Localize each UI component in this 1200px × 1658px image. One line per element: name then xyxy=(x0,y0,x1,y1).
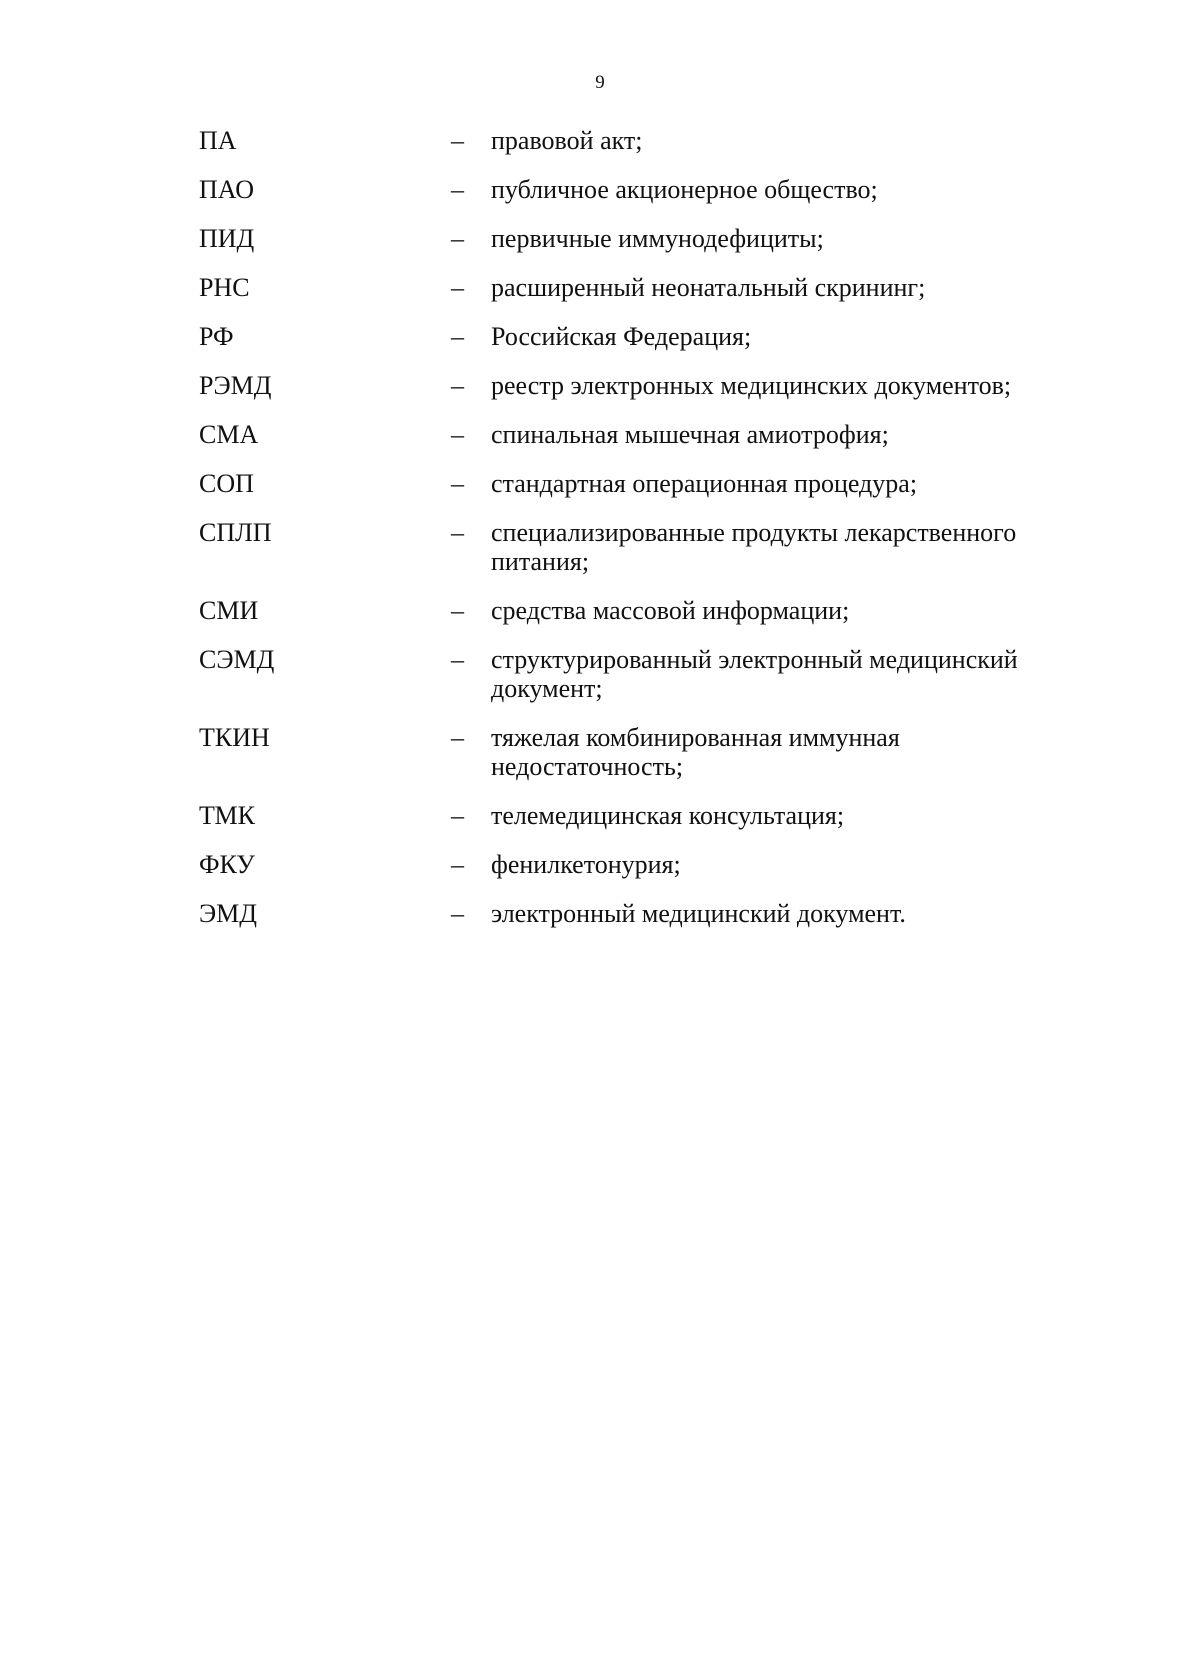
abbreviation-term: ПАО xyxy=(199,175,255,204)
abbreviation-dash: – xyxy=(451,596,464,625)
abbreviation-row xyxy=(0,518,1200,576)
abbreviation-term: СПЛП xyxy=(199,518,272,547)
abbreviation-definition: специализированные продукты лекарственного питания; xyxy=(491,518,1017,576)
abbreviation-term: РЭМД xyxy=(199,371,272,400)
abbreviation-term: СОП xyxy=(199,469,254,498)
abbreviation-row xyxy=(0,420,1200,449)
abbreviation-list xyxy=(0,126,1200,948)
abbreviation-row xyxy=(0,899,1200,928)
abbreviation-dash: – xyxy=(451,723,464,752)
abbreviation-row xyxy=(0,801,1200,830)
abbreviation-row xyxy=(0,322,1200,351)
abbreviation-term: РНС xyxy=(199,273,250,302)
abbreviation-definition: телемедицинская консультация; xyxy=(491,801,845,830)
abbreviation-row xyxy=(0,645,1200,703)
abbreviation-term: ПИД xyxy=(199,224,255,253)
abbreviation-dash: – xyxy=(451,322,464,351)
abbreviation-definition: Российская Федерация; xyxy=(491,322,752,351)
abbreviation-dash: – xyxy=(451,175,464,204)
abbreviation-row xyxy=(0,850,1200,879)
abbreviation-row xyxy=(0,469,1200,498)
abbreviation-definition: тяжелая комбинированная иммунная недостаточность; xyxy=(491,723,900,781)
abbreviation-row xyxy=(0,596,1200,625)
abbreviation-definition: электронный медицинский документ. xyxy=(491,899,906,928)
abbreviation-definition: фенилкетонурия; xyxy=(491,850,681,879)
abbreviation-dash: – xyxy=(451,126,464,155)
abbreviation-term: ТКИН xyxy=(199,723,270,752)
abbreviation-term: СМА xyxy=(199,420,259,449)
abbreviation-definition: реестр электронных медицинских документов; xyxy=(491,371,1012,400)
abbreviation-term: ФКУ xyxy=(199,850,255,879)
abbreviation-definition: средства массовой информации; xyxy=(491,596,850,625)
abbreviation-definition: первичные иммунодефициты; xyxy=(491,224,824,253)
abbreviation-row xyxy=(0,371,1200,400)
abbreviation-dash: – xyxy=(451,850,464,879)
abbreviation-dash: – xyxy=(451,801,464,830)
abbreviation-dash: – xyxy=(451,518,464,547)
abbreviation-row xyxy=(0,126,1200,155)
abbreviation-term: РФ xyxy=(199,322,234,351)
abbreviation-row xyxy=(0,175,1200,204)
abbreviation-dash: – xyxy=(451,645,464,674)
abbreviation-term: ТМК xyxy=(199,801,255,830)
abbreviation-dash: – xyxy=(451,371,464,400)
abbreviation-dash: – xyxy=(451,420,464,449)
abbreviation-row xyxy=(0,224,1200,253)
abbreviation-term: ЭМД xyxy=(199,899,258,928)
abbreviation-dash: – xyxy=(451,224,464,253)
abbreviation-term: СМИ xyxy=(199,596,259,625)
abbreviation-row xyxy=(0,723,1200,781)
abbreviation-row xyxy=(0,273,1200,302)
abbreviation-term: СЭМД xyxy=(199,645,275,674)
abbreviation-definition: стандартная операционная процедура; xyxy=(491,469,918,498)
page-number: 9 xyxy=(595,72,605,93)
abbreviation-definition: спинальная мышечная амиотрофия; xyxy=(491,420,889,449)
abbreviation-definition: расширенный неонатальный скрининг; xyxy=(491,273,926,302)
abbreviation-dash: – xyxy=(451,899,464,928)
abbreviation-dash: – xyxy=(451,273,464,302)
abbreviation-term: ПА xyxy=(199,126,237,155)
abbreviation-definition: публичное акционерное общество; xyxy=(491,175,878,204)
abbreviation-definition: структурированный электронный медицинский документ; xyxy=(491,645,1018,703)
abbreviation-dash: – xyxy=(451,469,464,498)
abbreviation-definition: правовой акт; xyxy=(491,126,643,155)
